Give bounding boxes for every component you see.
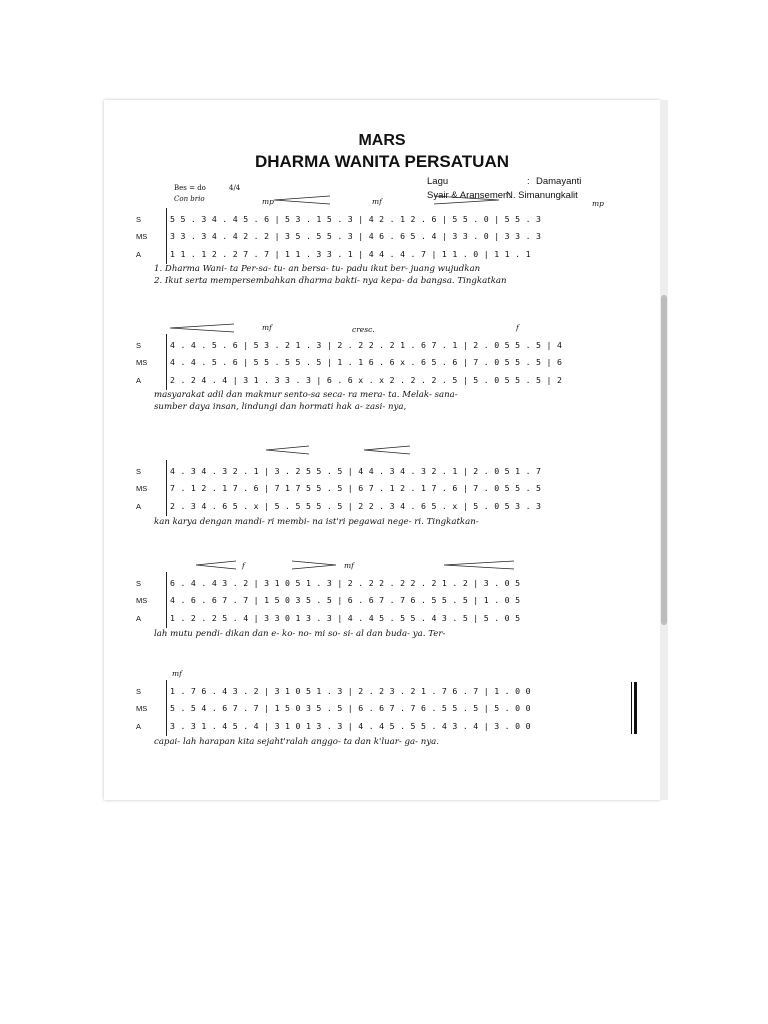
mezzo-notes: 5 . 5 4 . 6 7 . 7 | 1 5 0 3 5 . 5 | 6 . 6 7 . 7 6 . 5 5 . 5 | 5 . 0 0 bbox=[170, 703, 531, 713]
vertical-scrollbar[interactable] bbox=[660, 100, 668, 800]
alto-notes: 1 1 . 1 2 . 2 7 . 7 | 1 1 . 3 3 . 1 | 4 4 . 4 . 7 | 1 1 . 0 | 1 1 . 1 bbox=[170, 249, 531, 259]
tempo-marking: Con brio bbox=[174, 195, 205, 203]
scrollbar-thumb[interactable] bbox=[661, 295, 667, 625]
voice-label-mezzo: MS bbox=[136, 232, 148, 241]
composer-name: Damayanti bbox=[536, 176, 582, 187]
alto-notes: 1 . 2 . 2 5 . 4 | 3 3 0 1 3 . 3 | 4 . 4 5 . 5 5 . 4 3 . 5 | 5 . 0 5 bbox=[170, 613, 521, 623]
voice-label-soprano: S bbox=[136, 215, 142, 224]
voice-label-alto: A bbox=[136, 722, 142, 731]
score-subtitle: DHARMA WANITA PERSATUAN bbox=[254, 152, 510, 171]
mezzo-notes: 4 . 6 . 6 7 . 7 | 1 5 0 3 5 . 5 | 6 . 6 7 . 7 6 . 5 5 . 5 | 1 . 0 5 bbox=[170, 595, 521, 605]
score-title: MARS bbox=[358, 132, 406, 149]
soprano-notes: 4 . 3 4 . 3 2 . 1 | 3 . 2 5 5 . 5 | 4 4 . 3 4 . 3 2 . 1 | 2 . 0 5 1 . 7 bbox=[170, 466, 542, 476]
mezzo-notes: 3 3 . 3 4 . 4 2 . 2 | 3 5 . 5 5 . 3 | 4 6 . 6 5 . 4 | 3 3 . 0 | 3 3 . 3 bbox=[170, 231, 542, 241]
lyric-line: sumber daya insan, lindungi dan hormati hak a- zasi- nya, bbox=[154, 402, 407, 412]
crescendo-hairpin bbox=[266, 446, 309, 454]
dynamic-mark: mp bbox=[262, 197, 274, 206]
voice-label-alto: A bbox=[136, 502, 142, 511]
voice-label-mezzo: MS bbox=[136, 484, 148, 493]
voice-label-soprano: S bbox=[136, 341, 142, 350]
soprano-notes: 5 5 . 3 4 . 4 5 . 6 | 5 3 . 1 5 . 3 | 4 2 . 1 2 . 6 | 5 5 . 0 | 5 5 . 3 bbox=[170, 214, 542, 224]
lyric-line: lah mutu pendi- dikan dan e- ko- no- mi so- si- al dan buda- ya. Ter- bbox=[154, 629, 446, 639]
decrescendo-hairpin bbox=[292, 561, 336, 569]
key-signature: Bes = do bbox=[174, 184, 206, 192]
dynamic-mark: mf bbox=[344, 561, 354, 570]
notation-marks bbox=[104, 100, 660, 800]
voice-label-alto: A bbox=[136, 250, 142, 259]
dynamic-mark: mf bbox=[372, 197, 382, 206]
voice-label-mezzo: MS bbox=[136, 704, 148, 713]
voice-label-soprano: S bbox=[136, 579, 142, 588]
voice-label-soprano: S bbox=[136, 687, 142, 696]
lagu-colon: : bbox=[527, 176, 530, 187]
voice-label-mezzo: MS bbox=[136, 596, 148, 605]
dynamic-mark: f bbox=[242, 561, 245, 570]
mezzo-notes: 4 . 4 . 5 . 6 | 5 5 . 5 5 . 5 | 1 . 1 6 . 6 x . 6 5 . 6 | 7 . 0 5 5 . 5 | 6 bbox=[170, 357, 563, 367]
dynamic-mark: cresc. bbox=[352, 325, 375, 334]
syair-label: Syair & Aransemen: bbox=[427, 190, 511, 201]
alto-notes: 2 . 2 4 . 4 | 3 1 . 3 3 . 3 | 6 . 6 x . x 2 . 2 . 2 . 5 | 5 . 0 5 5 . 5 | 2 bbox=[170, 375, 563, 385]
crescendo-hairpin bbox=[364, 446, 410, 454]
score-page bbox=[104, 100, 660, 800]
soprano-notes: 4 . 4 . 5 . 6 | 5 3 . 2 1 . 3 | 2 . 2 2 . 2 1 . 6 7 . 1 | 2 . 0 5 5 . 5 | 4 bbox=[170, 340, 563, 350]
lyric-line: masyarakat adil dan makmur sento-sa seca- ra mera- ta. Melak- sana- bbox=[154, 390, 458, 400]
arranger-name: N. Simanungkalit bbox=[506, 190, 578, 201]
dynamic-mark: mp bbox=[592, 199, 604, 208]
crescendo-hairpin bbox=[170, 324, 234, 332]
soprano-notes: 1 . 7 6 . 4 3 . 2 | 3 1 0 5 1 . 3 | 2 . 2 3 . 2 1 . 7 6 . 7 | 1 . 0 0 bbox=[170, 686, 531, 696]
voice-label-mezzo: MS bbox=[136, 358, 148, 367]
dynamic-mark: mf bbox=[172, 669, 182, 678]
voice-label-soprano: S bbox=[136, 467, 142, 476]
lyric-line: kan karya dengan mandi- ri membi- na ist'ri pegawai nege- ri. Tingkatkan- bbox=[154, 517, 479, 527]
crescendo-hairpin bbox=[444, 561, 514, 569]
alto-notes: 2 . 3 4 . 6 5 . x | 5 . 5 5 5 . 5 | 2 2 . 3 4 . 6 5 . x | 5 . 0 5 3 . 3 bbox=[170, 501, 542, 511]
crescendo-hairpin bbox=[274, 196, 330, 204]
mezzo-notes: 7 . 1 2 . 1 7 . 6 | 7 1 7 5 5 . 5 | 6 7 . 1 2 . 1 7 . 6 | 7 . 0 5 5 . 5 bbox=[170, 483, 542, 493]
dynamic-mark: mf bbox=[262, 323, 272, 332]
soprano-notes: 6 . 4 . 4 3 . 2 | 3 1 0 5 1 . 3 | 2 . 2 2 . 2 2 . 2 1 . 2 | 3 . 0 5 bbox=[170, 578, 521, 588]
voice-label-alto: A bbox=[136, 614, 142, 623]
lyric-line: capai- lah harapan kita sejaht'ralah anggo- ta dan k'luar- ga- nya. bbox=[154, 737, 440, 747]
time-signature: 4/4 bbox=[229, 184, 241, 192]
dynamic-mark: f bbox=[516, 323, 519, 332]
decrescendo-hairpin bbox=[434, 196, 499, 204]
lyric-line: 2. Ikut serta mempersembahkan dharma bakti- nya kepa- da bangsa. Tingkatkan bbox=[154, 276, 507, 286]
voice-label-alto: A bbox=[136, 376, 142, 385]
lagu-label: Lagu bbox=[427, 176, 449, 187]
alto-notes: 3 . 3 1 . 4 5 . 4 | 3 1 0 1 3 . 3 | 4 . 4 5 . 5 5 . 4 3 . 4 | 3 . 0 0 bbox=[170, 721, 531, 731]
lyric-line: 1. Dharma Wani- ta Per-sa- tu- an bersa- tu- padu ikut ber- juang wujudkan bbox=[154, 264, 481, 274]
crescendo-hairpin bbox=[196, 561, 236, 569]
